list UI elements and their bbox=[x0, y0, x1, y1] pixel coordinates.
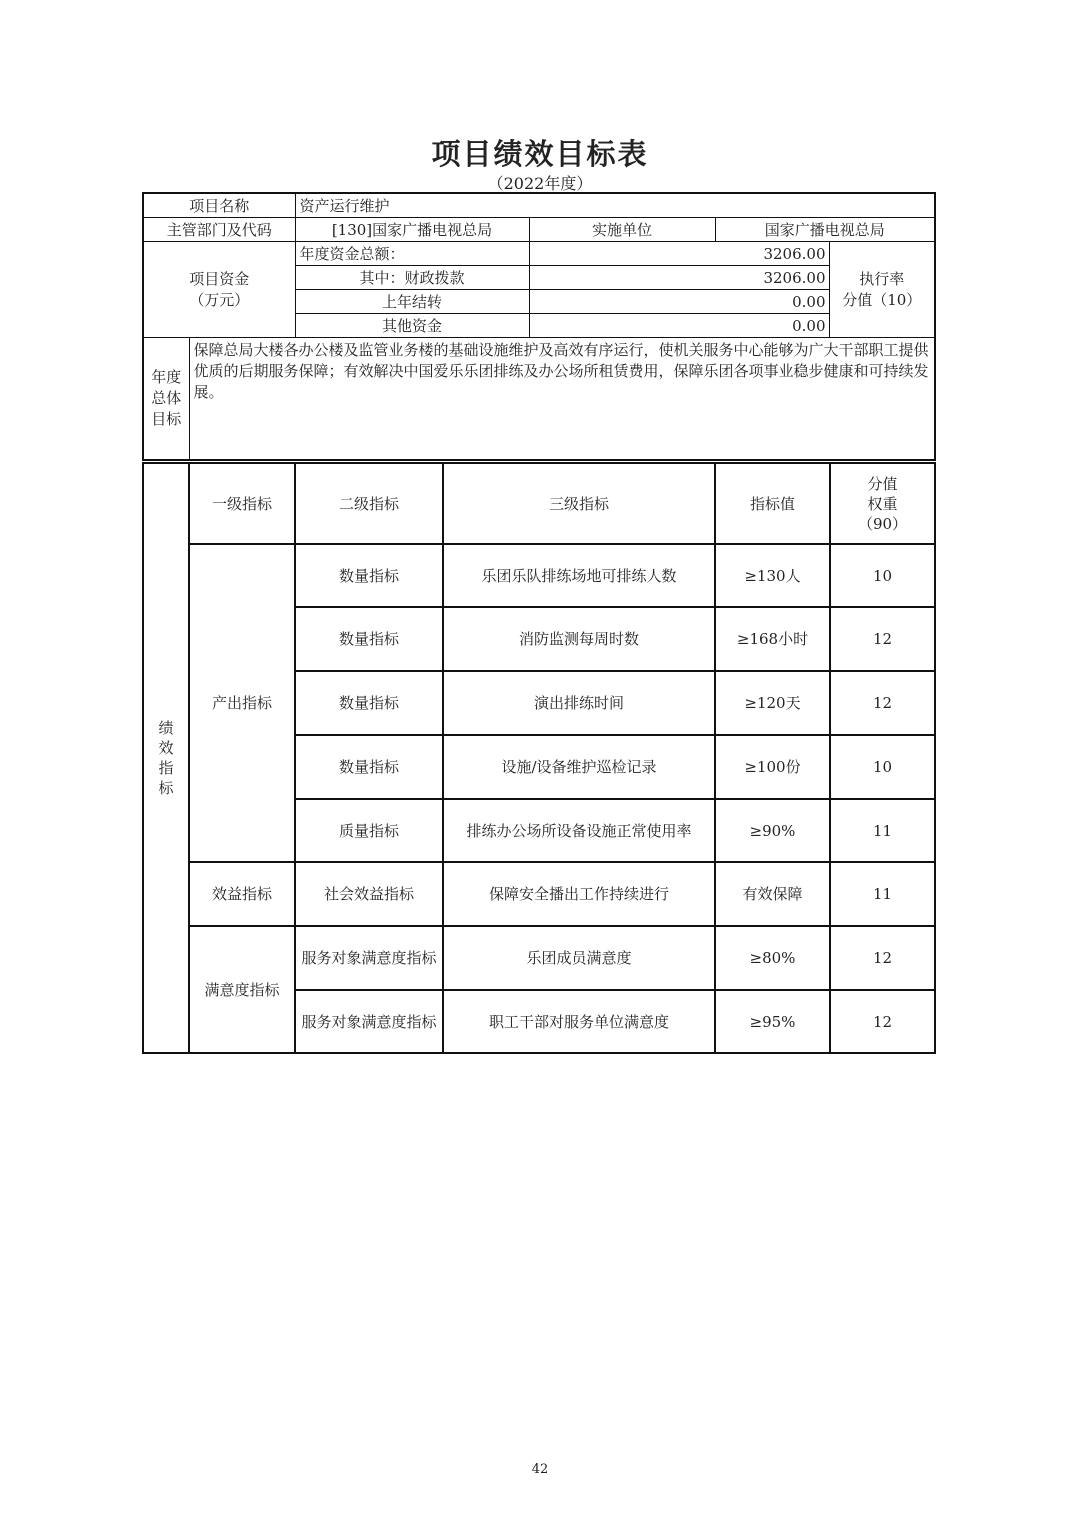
perf-label: 绩效指标 bbox=[143, 463, 189, 1053]
table-row-weight: 10 bbox=[830, 735, 935, 799]
funds-carryover-label: 上年结转 bbox=[295, 290, 529, 314]
exec-rate-score: 分值（10） bbox=[842, 290, 922, 309]
table-row-level3: 乐团乐队排练场地可排练人数 bbox=[443, 544, 715, 607]
header-value: 指标值 bbox=[715, 463, 830, 544]
funds-label bbox=[143, 242, 295, 338]
funds-carryover-value: 0.00 bbox=[529, 290, 829, 314]
table-row-value: 有效保障 bbox=[715, 862, 830, 926]
table-row-level2: 数量指标 bbox=[295, 735, 443, 799]
project-name-value: 资产运行维护 bbox=[295, 193, 935, 218]
table-row-level2: 服务对象满意度指标 bbox=[295, 990, 443, 1053]
annual-goal-text: 保障总局大楼各办公楼及监管业务楼的基础设施维护及高效有序运行，使机关服务中心能够为广大干部职工提供优质的后期服务保障；有效解决中国爱乐乐团排练及办公场所租赁费用，保障乐团各项事业稳步健康和可持续发展。 bbox=[189, 338, 935, 460]
table-row-level2: 数量指标 bbox=[295, 544, 443, 607]
funds-fiscal-value: 3206.00 bbox=[529, 266, 829, 290]
funds-fiscal-label: 其中：财政拨款 bbox=[295, 266, 529, 290]
table-row-level3: 保障安全播出工作持续进行 bbox=[443, 862, 715, 926]
table-row-weight: 12 bbox=[830, 926, 935, 990]
table-row-level3: 演出排练时间 bbox=[443, 671, 715, 735]
table-row-weight: 12 bbox=[830, 671, 935, 735]
table-row-weight: 11 bbox=[830, 862, 935, 926]
group-output: 产出指标 bbox=[189, 544, 295, 862]
table-row-level2: 社会效益指标 bbox=[295, 862, 443, 926]
table-row-value: ≥80% bbox=[715, 926, 830, 990]
header-weight bbox=[830, 463, 935, 544]
performance-table bbox=[142, 462, 936, 1054]
table-row-level3: 职工干部对服务单位满意度 bbox=[443, 990, 715, 1053]
funds-label-line-2: （万元） bbox=[189, 290, 250, 309]
funds-other-value: 0.00 bbox=[529, 314, 829, 338]
header-level3: 三级指标 bbox=[443, 463, 715, 544]
table-row-value: ≥90% bbox=[715, 799, 830, 862]
impl-label: 实施单位 bbox=[529, 218, 715, 242]
table-row-value: ≥100份 bbox=[715, 735, 830, 799]
page-title: 项目绩效目标表 bbox=[431, 137, 649, 171]
table-row-value: ≥120天 bbox=[715, 671, 830, 735]
table-row-level3: 乐团成员满意度 bbox=[443, 926, 715, 990]
header-level2: 二级指标 bbox=[295, 463, 443, 544]
table-row-weight: 12 bbox=[830, 607, 935, 671]
exec-rate-cell bbox=[829, 242, 935, 338]
table-row-weight: 10 bbox=[830, 544, 935, 607]
table-row-level2: 数量指标 bbox=[295, 671, 443, 735]
group-satisfaction: 满意度指标 bbox=[189, 926, 295, 1053]
table-row-level2: 质量指标 bbox=[295, 799, 443, 862]
project-name-label: 项目名称 bbox=[143, 193, 295, 218]
funds-total-label: 年度资金总额： bbox=[295, 242, 529, 266]
header-weight-line-2: 权重 bbox=[867, 494, 898, 513]
table-row-level2: 数量指标 bbox=[295, 607, 443, 671]
group-benefit: 效益指标 bbox=[189, 862, 295, 926]
annual-goal-label: 年度总体目标 bbox=[143, 338, 189, 460]
project-info-table bbox=[142, 192, 936, 461]
table-row-level3: 排练办公场所设备设施正常使用率 bbox=[443, 799, 715, 862]
table-row-weight: 11 bbox=[830, 799, 935, 862]
table-row-level2: 服务对象满意度指标 bbox=[295, 926, 443, 990]
impl-value: 国家广播电视总局 bbox=[715, 218, 935, 242]
funds-total-value: 3206.00 bbox=[529, 242, 829, 266]
funds-other-label: 其他资金 bbox=[295, 314, 529, 338]
header-weight-line-3: （90） bbox=[857, 514, 908, 533]
header-level1: 一级指标 bbox=[189, 463, 295, 544]
exec-rate-label: 执行率 bbox=[859, 269, 905, 288]
table-row-level3: 设施/设备维护巡检记录 bbox=[443, 735, 715, 799]
table-row-value: ≥168小时 bbox=[715, 607, 830, 671]
header-weight-line-1: 分值 bbox=[867, 474, 898, 493]
dept-value: [130]国家广播电视总局 bbox=[295, 218, 529, 242]
table-row-value: ≥95% bbox=[715, 990, 830, 1053]
table-row-level3: 消防监测每周时数 bbox=[443, 607, 715, 671]
dept-label: 主管部门及代码 bbox=[143, 218, 295, 242]
page-number: 42 bbox=[531, 1462, 549, 1477]
table-row-weight: 12 bbox=[830, 990, 935, 1053]
page-subtitle: （2022年度） bbox=[487, 174, 593, 193]
funds-label-line-1: 项目资金 bbox=[189, 269, 250, 288]
table-row-value: ≥130人 bbox=[715, 544, 830, 607]
